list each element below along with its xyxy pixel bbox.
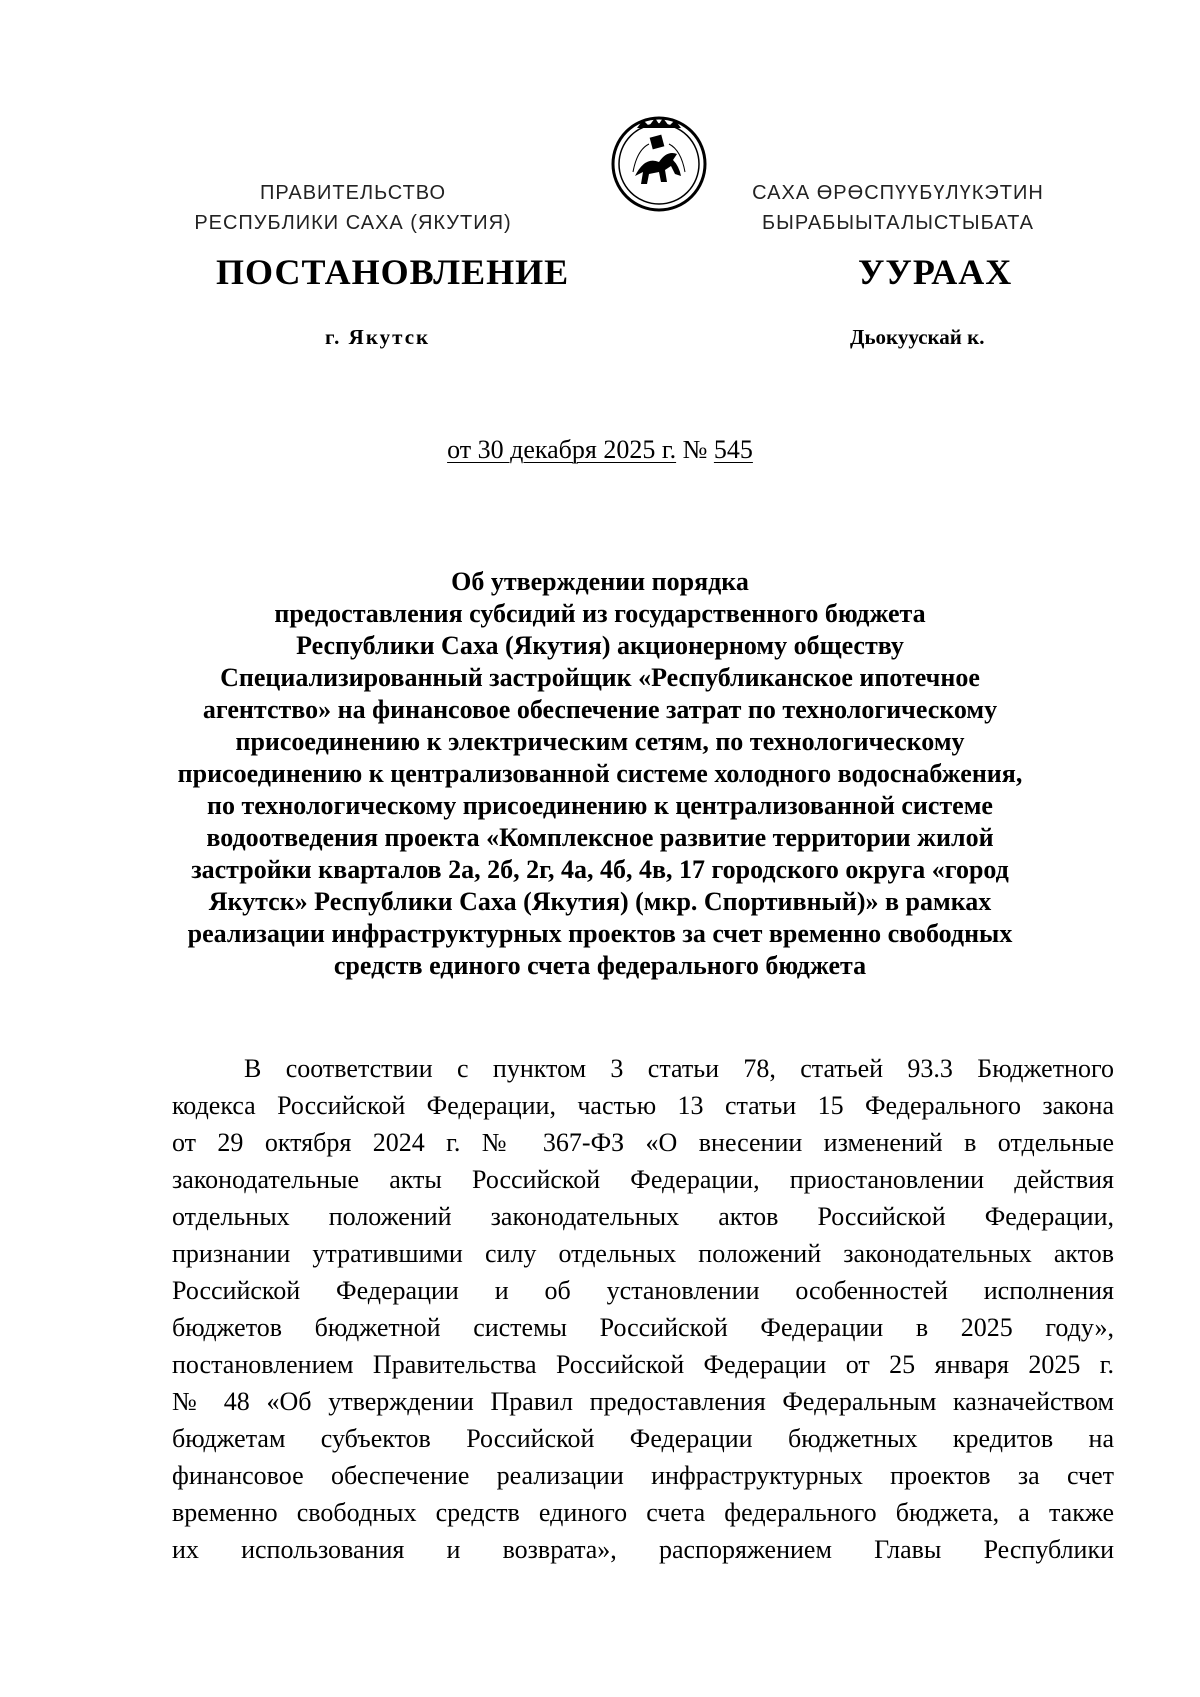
city-sakha: Дьокуускай к. bbox=[850, 325, 985, 349]
issuer-russian-line2: РЕСПУБЛИКИ САХА (ЯКУТИЯ) bbox=[194, 212, 512, 234]
issuer-russian bbox=[143, 178, 563, 238]
heading-line: реализации инфраструктурных проектов за счет временно свободных bbox=[187, 919, 1013, 948]
body-line: бюджетам субъектов Российской Федерации бюджетных кредитов на bbox=[172, 1424, 1114, 1453]
document-type-russian: ПОСТАНОВЛЕНИЕ bbox=[216, 252, 570, 292]
body-line: № 48 «Об утверждении Правил предоставления Федеральным казначейством bbox=[172, 1387, 1114, 1416]
body-line: отдельных положений законодательных актов Российской Федерации, bbox=[172, 1202, 1114, 1231]
heading-line: Республики Саха (Якутия) акционерному обществу bbox=[296, 631, 904, 660]
document-type-sakha: УУРААХ bbox=[858, 252, 1013, 292]
heading-line: присоединению к централизованной системе холодного водоснабжения, bbox=[177, 759, 1023, 788]
body-line: бюджетов бюджетной системы Российской Федерации в 2025 году», bbox=[172, 1313, 1114, 1342]
body-line: законодательные акты Российской Федерации, приостановлении действия bbox=[172, 1165, 1114, 1194]
body-line: В соответствии с пунктом 3 статьи 78, статьей 93.3 Бюджетного bbox=[244, 1054, 1114, 1083]
heading-line: Об утверждении порядка bbox=[451, 567, 749, 596]
heading-line: средств единого счета федерального бюджета bbox=[333, 951, 867, 980]
number-sign: № bbox=[682, 435, 708, 464]
document-date: от 30 декабря 2025 г. bbox=[447, 435, 677, 464]
body-line: постановлением Правительства Российской Федерации от 25 января 2025 г. bbox=[172, 1350, 1114, 1379]
heading-line: Якутск» Республики Саха (Якутия) (мкр. Спортивный)» в рамках bbox=[208, 887, 992, 916]
body-line: от 29 октября 2024 г. № 367-ФЗ «О внесении изменений в отдельные bbox=[172, 1128, 1114, 1157]
heading-line: застройки кварталов 2а, 2б, 2г, 4а, 4б, 4в, 17 городского округа «город bbox=[191, 855, 1009, 884]
issuer-sakha-line1: САХА ӨРӨСПҮҮБҮЛҮКЭТИН bbox=[752, 182, 1044, 204]
issuer-sakha-line2: БЫРАБЫЫТАЛЫСТЫБАТА bbox=[762, 212, 1034, 234]
heading-line: агентство» на финансовое обеспечение затрат по технологическому bbox=[202, 695, 998, 724]
issuer-russian-line1: ПРАВИТЕЛЬСТВО bbox=[259, 182, 447, 204]
body-line: Российской Федерации и об установлении особенностей исполнения bbox=[172, 1276, 1114, 1305]
heading-line: предоставления субсидий из государственного бюджета bbox=[274, 599, 926, 628]
city-russian: г. Якутск bbox=[325, 325, 431, 349]
body-line: их использования и возврата», распоряжением Главы Республики bbox=[172, 1535, 1114, 1564]
document-number: 545 bbox=[713, 435, 753, 464]
heading-line: по технологическому присоединению к централизованной системе bbox=[207, 791, 993, 820]
heading-line: присоединению к электрическим сетям, по технологическому bbox=[235, 727, 965, 756]
body-line: кодекса Российской Федерации, частью 13 статьи 15 Федерального закона bbox=[172, 1091, 1114, 1120]
document-date-number bbox=[0, 435, 1200, 465]
heading-line: водоотведения проекта «Комплексное развитие территории жилой bbox=[206, 823, 994, 852]
heading-line: Специализированный застройщик «Республиканское ипотечное bbox=[220, 663, 980, 692]
body-line: временно свободных средств единого счета федерального бюджета, а также bbox=[172, 1498, 1114, 1527]
body-line: признании утратившими силу отдельных положений законодательных актов bbox=[172, 1239, 1114, 1268]
issuer-sakha bbox=[688, 178, 1108, 238]
body-line: финансовое обеспечение реализации инфраструктурных проектов за счет bbox=[172, 1461, 1114, 1490]
document-heading bbox=[170, 566, 1030, 982]
document-body bbox=[172, 1050, 1114, 1568]
